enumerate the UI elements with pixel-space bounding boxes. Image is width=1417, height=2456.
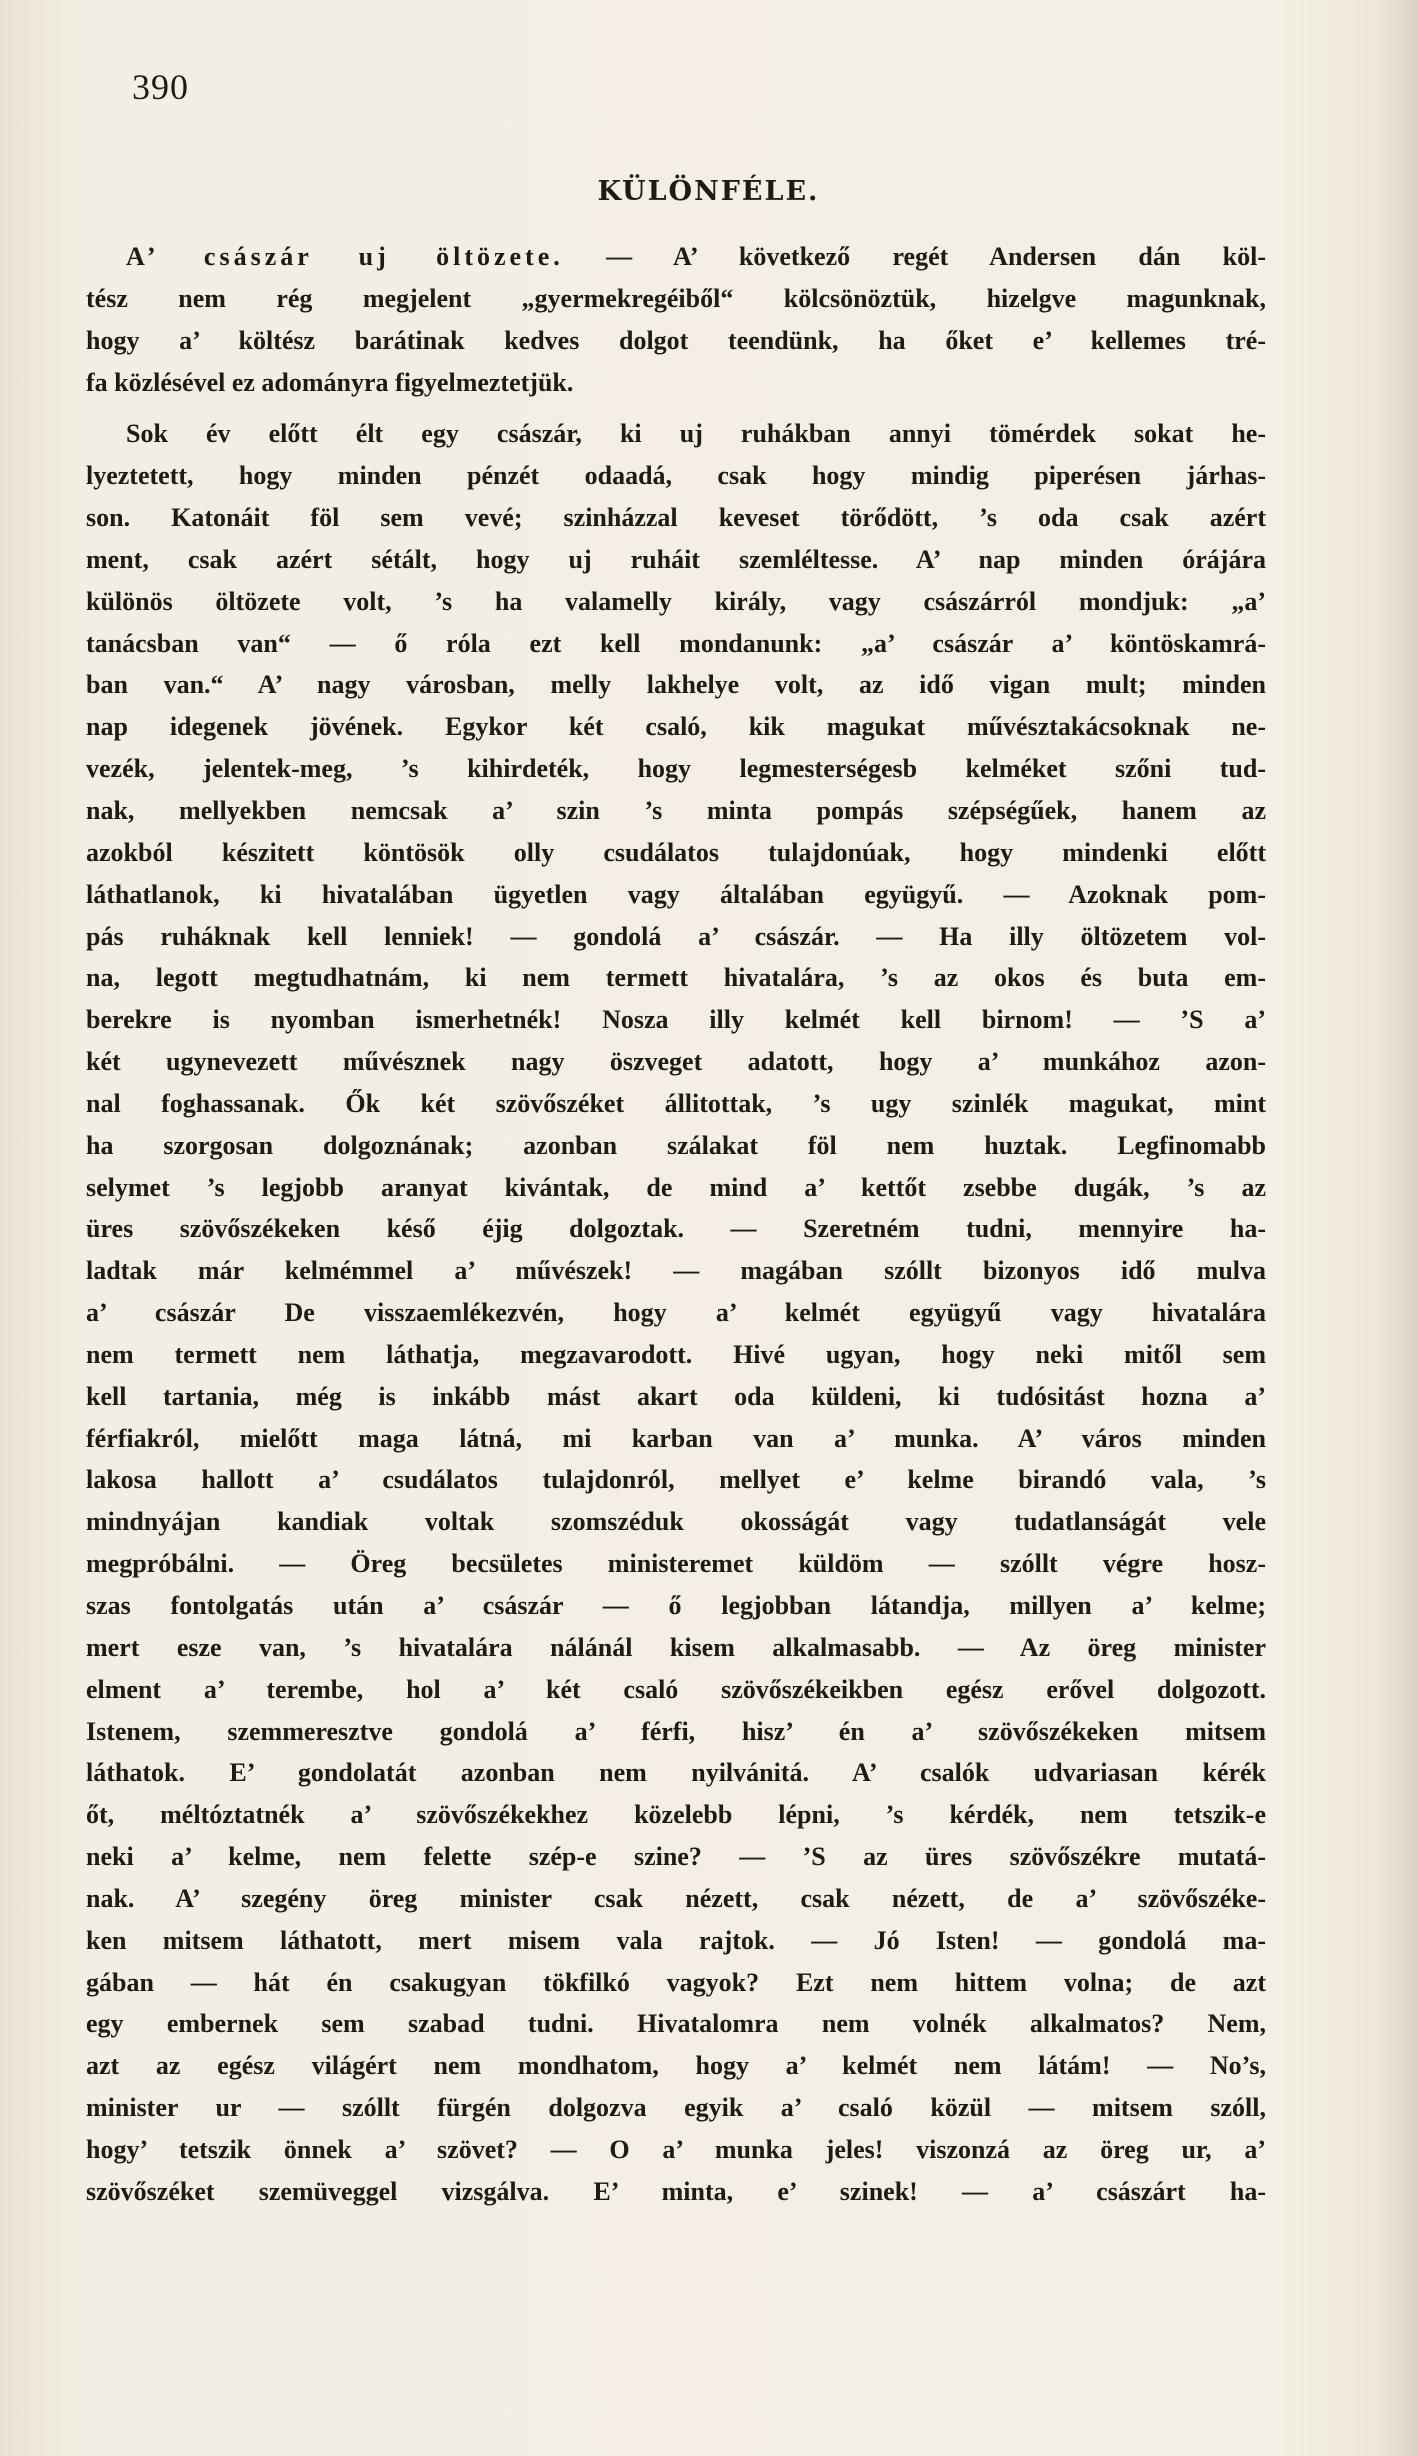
text-line: szas fontolgatás után a’ császár — ő legjobban látandja, millyen a’ kelme; [86, 1591, 1266, 1620]
paragraph-gap [86, 403, 1266, 413]
text-line: láthatok. E’ gondolatát azonban nem nyilvánitá. A’ csalók udvariasan kérék [86, 1758, 1266, 1788]
text-line: szövőszéket szemüveggel vizsgálva. E’ minta, e’ szinek! — a’ császárt ha- [86, 2176, 1266, 2206]
text-line: ban van.“ A’ nagy városban, melly lakhelye volt, az idő vigan mult; minden [86, 670, 1266, 700]
text-line: ladtak már kelmémmel a’ művészek! — magában szóllt bizonyos idő mulva [86, 1256, 1266, 1286]
text-line: üres szövőszékeken késő éjig dolgoztak. — Szeretném tudni, mennyire ha- [86, 1214, 1266, 1244]
section-title: KÜLÖNFÉLE. [597, 176, 820, 207]
text-line: hogy a’ költész barátinak kedves dolgot teendünk, ha őket e’ kellemes tré- [86, 325, 1266, 355]
text-line: hogy’ tetszik önnek a’ szövet? — O a’ munka jeles! viszonzá az öreg ur, a’ [86, 2134, 1266, 2164]
text-line: tanácsban van“ — ő róla ezt kell mondanunk: „a’ császár a’ köntöskamrá- [86, 628, 1266, 658]
text-line: fa közlésével ez adományra figyelmeztetjük. [86, 367, 574, 397]
text-line: ken mitsem láthatott, mert misem vala rajtok. — Jó Isten! — gondolá ma- [86, 1925, 1266, 1955]
text-line: különös öltözete volt, ’s ha valamelly király, vagy császárról mondjuk: „a’ [86, 586, 1266, 616]
text-line: mindnyájan kandiak voltak szomszéduk okosságát vagy tudatlanságát vele [86, 1507, 1266, 1537]
text-line: son. Katonáit föl sem vevé; szinházzal keveset törődött, ’s oda csak azért [86, 503, 1266, 533]
text-line: nal foghassanak. Ők két szövőszéket állitottak, ’s ugy szinlék magukat, mint [86, 1088, 1266, 1118]
page-number: 390 [132, 67, 189, 107]
text-line: ha szorgosan dolgoznának; azonban szálakat föl nem huztak. Legfinomabb [86, 1130, 1266, 1160]
page-edge-shadow [1377, 0, 1417, 2456]
text-line: Istenem, szemmeresztve gondolá a’ férfi, hisz’ én a’ szövőszékeken mitsem [86, 1716, 1266, 1746]
text-line: kell tartania, még is inkább mást akart oda küldeni, ki tudósitást hozna a’ [86, 1381, 1266, 1411]
text-line: A’ császár uj öltözete. — A’ következő regét Andersen dán köl- [126, 242, 1266, 271]
text-line: azt az egész világért nem mondhatom, hogy a’ kelmét nem látám! — No’s, [86, 2051, 1266, 2081]
text-line: azokból készitett köntösök olly csudálatos tulajdonúak, hogy mindenki előtt [86, 837, 1266, 867]
text-line: mert esze van, ’s hivatalára nálánál kisem alkalmasabb. — Az öreg minister [86, 1632, 1266, 1662]
text-line: na, legott megtudhatnám, ki nem termett hivatalára, ’s az okos és buta em- [86, 963, 1266, 993]
text-line: Sok év előtt élt egy császár, ki uj ruhákban annyi tömérdek sokat he- [126, 419, 1266, 449]
text-line: neki a’ kelme, nem felette szép-e szine? — ’S az üres szövőszékre mutatá- [86, 1842, 1266, 1872]
article-body [86, 236, 1266, 2213]
article-heading-spaced: A’ császár uj öltözete. [126, 242, 564, 271]
text-line: megpróbálni. — Öreg becsületes ministeremet küldöm — szóllt végre hosz- [86, 1549, 1266, 1579]
paragraph-intro [86, 236, 1266, 403]
paragraph-story [86, 413, 1266, 2212]
text-line: nak. A’ szegény öreg minister csak nézett, csak nézett, de a’ szövőszéke- [86, 1883, 1266, 1913]
text-line: egy embernek sem szabad tudni. Hivatalomra nem volnék alkalmatos? Nem, [86, 2009, 1266, 2039]
text-line: gában — hát én csakugyan tökfilkó vagyok? Ezt nem hittem volna; de azt [86, 1967, 1266, 1997]
text-line: két ugynevezett művésznek nagy öszveget adatott, hogy a’ munkához azon- [86, 1047, 1266, 1077]
text-line: lakosa hallott a’ csudálatos tulajdonról, mellyet e’ kelme birandó vala, ’s [86, 1465, 1266, 1495]
text-line: tész nem rég megjelent „gyermekregéiből“ kölcsönöztük, hizelgve magunknak, [86, 283, 1266, 313]
text-line: elment a’ terembe, hol a’ két csaló szövőszékeikben egész erővel dolgozott. [86, 1674, 1266, 1704]
text-line: nap idegenek jövének. Egykor két csaló, kik magukat művésztakácsoknak ne- [86, 712, 1266, 742]
text-line: vezék, jelentek-meg, ’s kihirdeték, hogy legmesterségesb kelméket szőni tud- [86, 754, 1266, 784]
text-line: ment, csak azért sétált, hogy uj ruháit szemléltesse. A’ nap minden órájára [86, 544, 1266, 574]
text-line: minister ur — szóllt fürgén dolgozva egyik a’ csaló közül — mitsem szóll, [86, 2093, 1266, 2123]
text-line: őt, méltóztatnék a’ szövőszékekhez közelebb lépni, ’s kérdék, nem tetszik-e [86, 1800, 1266, 1830]
text-line: lyeztetett, hogy minden pénzét odaadá, csak hogy mindig piperésen járhas- [86, 461, 1266, 491]
text-line: pás ruháknak kell lenniek! — gondolá a’ császár. — Ha illy öltözetem vol- [86, 921, 1266, 951]
text-line: berekre is nyomban ismerhetnék! Nosza illy kelmét kell birnom! — ’S a’ [86, 1005, 1266, 1035]
text-line: selymet ’s legjobb aranyat kivántak, de mind a’ kettőt zsebbe dugák, ’s az [86, 1172, 1266, 1202]
text-line: nem termett nem láthatja, megzavarodott. Hivé ugyan, hogy neki mitől sem [86, 1339, 1266, 1369]
text-line: nak, mellyekben nemcsak a’ szin ’s minta pompás szépségűek, hanem az [86, 795, 1266, 825]
text-line: láthatlanok, ki hivatalában ügyetlen vagy általában együgyű. — Azoknak pom- [86, 879, 1266, 909]
text-line: férfiakról, mielőtt maga látná, mi karban van a’ munka. A’ város minden [86, 1423, 1266, 1453]
text-line: a’ császár De visszaemlékezvén, hogy a’ kelmét együgyű vagy hivatalára [86, 1298, 1266, 1328]
